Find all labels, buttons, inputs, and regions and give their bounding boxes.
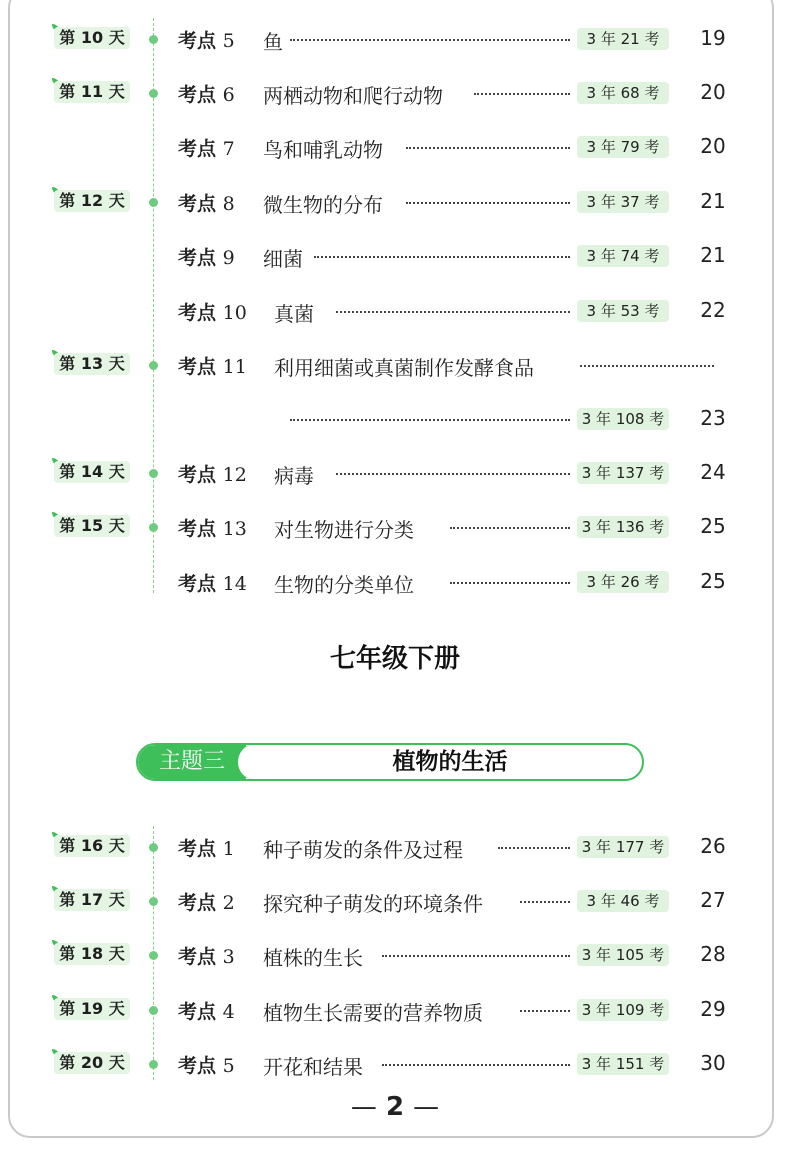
entry-title: 鸟和哺乳动物 — [263, 138, 383, 162]
kaodian-label: 考点 4 — [178, 1001, 235, 1023]
day-label: 第 14 天 — [54, 461, 130, 483]
day-label: 第 11 天 — [54, 81, 130, 103]
dot-leader — [406, 147, 570, 149]
toc-entry-fermentation[interactable] — [0, 350, 790, 380]
toc-entry-fermentation-cont[interactable] — [0, 404, 790, 434]
frequency-badge: 3 年 21 考 — [577, 28, 669, 50]
timeline-dot — [149, 198, 158, 207]
kaodian-label: 考点 7 — [178, 138, 235, 160]
footer-dash-right: — — [413, 1092, 440, 1122]
kaodian-label: 考点 5 — [178, 30, 235, 52]
timeline-dot — [149, 1006, 158, 1015]
timeline-dot — [149, 89, 158, 98]
frequency-badge: 3 年 136 考 — [577, 516, 669, 538]
toc-entry-germination[interactable] — [0, 832, 790, 862]
toc-entry-microbes[interactable] — [0, 187, 790, 217]
toc-entry-plant-growth[interactable] — [0, 940, 790, 970]
toc-entry-classification[interactable] — [0, 512, 790, 542]
kaodian-label: 考点 13 — [178, 518, 247, 540]
toc-entry-germination-experiment[interactable] — [0, 886, 790, 916]
entry-title: 开花和结果 — [263, 1055, 363, 1079]
entry-title: 植株的生长 — [263, 946, 363, 970]
frequency-badge: 3 年 68 考 — [577, 82, 669, 104]
timeline-dot — [149, 523, 158, 532]
entry-title: 种子萌发的条件及过程 — [263, 838, 463, 862]
frequency-badge: 3 年 74 考 — [577, 245, 669, 267]
dot-leader — [450, 582, 570, 584]
entry-title: 对生物进行分类 — [274, 518, 414, 542]
dot-leader — [498, 847, 570, 849]
timeline-dot — [149, 1060, 158, 1069]
timeline-dot — [149, 897, 158, 906]
page-number: 25 — [700, 569, 726, 593]
kaodian-label: 考点 1 — [178, 838, 235, 860]
dot-leader — [450, 527, 570, 529]
dot-leader — [474, 93, 570, 95]
entry-title: 真菌 — [274, 302, 314, 326]
dot-leader — [336, 473, 570, 475]
frequency-badge: 3 年 26 考 — [577, 571, 669, 593]
theme-title: 植物的生活 — [392, 749, 508, 775]
entry-title: 生物的分类单位 — [274, 573, 414, 597]
entry-title: 鱼 — [263, 30, 283, 54]
kaodian-label: 考点 10 — [178, 302, 247, 324]
dot-leader — [336, 311, 570, 313]
page-number: 22 — [700, 298, 726, 322]
toc-entry-fish[interactable] — [0, 24, 790, 54]
toc-entry-fungi[interactable] — [0, 296, 790, 326]
entry-title: 病毒 — [274, 464, 314, 488]
toc-entry-bacteria[interactable] — [0, 241, 790, 271]
frequency-badge: 3 年 53 考 — [577, 300, 669, 322]
grade-heading: 七年级下册 — [329, 644, 460, 674]
timeline-dot — [149, 361, 158, 370]
toc-entry-flowering[interactable] — [0, 1049, 790, 1079]
dot-leader — [520, 901, 570, 903]
frequency-badge: 3 年 177 考 — [577, 836, 669, 858]
day-label: 第 16 天 — [54, 835, 130, 857]
theme-banner — [136, 743, 644, 781]
frequency-badge: 3 年 37 考 — [577, 191, 669, 213]
dot-leader — [290, 39, 570, 41]
kaodian-label: 考点 6 — [178, 84, 235, 106]
page-number: 21 — [700, 189, 726, 213]
timeline-dot — [149, 843, 158, 852]
page-number: 28 — [700, 942, 726, 966]
page-number: 27 — [700, 888, 726, 912]
frequency-badge: 3 年 46 考 — [577, 890, 669, 912]
kaodian-label: 考点 11 — [178, 356, 247, 378]
kaodian-label: 考点 5 — [178, 1055, 235, 1077]
kaodian-label: 考点 8 — [178, 193, 235, 215]
page-number: 25 — [700, 514, 726, 538]
day-label: 第 17 天 — [54, 889, 130, 911]
day-label: 第 18 天 — [54, 943, 130, 965]
page-number: 26 — [700, 834, 726, 858]
day-label: 第 20 天 — [54, 1052, 130, 1074]
entry-title: 利用细菌或真菌制作发酵食品 — [274, 356, 534, 380]
dot-leader — [290, 419, 570, 421]
page-number: 21 — [700, 243, 726, 267]
day-label: 第 12 天 — [54, 190, 130, 212]
frequency-badge: 3 年 137 考 — [577, 462, 669, 484]
frequency-badge: 3 年 79 考 — [577, 136, 669, 158]
page-footer — [0, 1092, 790, 1122]
entry-title: 两栖动物和爬行动物 — [263, 84, 443, 108]
kaodian-label: 考点 2 — [178, 892, 235, 914]
dot-leader — [314, 256, 570, 258]
toc-entry-birds[interactable] — [0, 132, 790, 162]
entry-title: 细菌 — [263, 247, 303, 271]
dot-leader — [382, 955, 570, 957]
toc-entry-nutrients[interactable] — [0, 995, 790, 1025]
page-number: 19 — [700, 26, 726, 50]
toc-entry-taxonomy-units[interactable] — [0, 567, 790, 597]
dot-leader — [580, 365, 714, 367]
page-number: 20 — [700, 134, 726, 158]
dot-leader — [406, 202, 570, 204]
entry-title: 探究种子萌发的环境条件 — [263, 892, 483, 916]
entry-title: 植物生长需要的营养物质 — [263, 1001, 483, 1025]
footer-page-number: 2 — [385, 1092, 405, 1122]
day-label: 第 13 天 — [54, 353, 130, 375]
dot-leader — [382, 1064, 570, 1066]
day-label: 第 10 天 — [54, 27, 130, 49]
kaodian-label: 考点 14 — [178, 573, 247, 595]
day-label: 第 15 天 — [54, 515, 130, 537]
dot-leader — [520, 1010, 570, 1012]
frequency-badge: 3 年 108 考 — [577, 408, 669, 430]
toc-entry-virus[interactable] — [0, 458, 790, 488]
timeline-dot — [149, 469, 158, 478]
toc-entry-amphibians[interactable] — [0, 78, 790, 108]
page-number: 29 — [700, 997, 726, 1021]
page-number: 20 — [700, 80, 726, 104]
kaodian-label: 考点 9 — [178, 247, 235, 269]
kaodian-label: 考点 3 — [178, 946, 235, 968]
page-number: 30 — [700, 1051, 726, 1075]
day-label: 第 19 天 — [54, 998, 130, 1020]
entry-title: 微生物的分布 — [263, 193, 383, 217]
frequency-badge: 3 年 109 考 — [577, 999, 669, 1021]
page-number: 24 — [700, 460, 726, 484]
page-number: 23 — [700, 406, 726, 430]
timeline-dot — [149, 35, 158, 44]
theme-tag: 主题三 — [138, 745, 246, 779]
timeline-dot — [149, 951, 158, 960]
kaodian-label: 考点 12 — [178, 464, 247, 486]
frequency-badge: 3 年 105 考 — [577, 944, 669, 966]
frequency-badge: 3 年 151 考 — [577, 1053, 669, 1075]
footer-dash-left: — — [350, 1092, 377, 1122]
